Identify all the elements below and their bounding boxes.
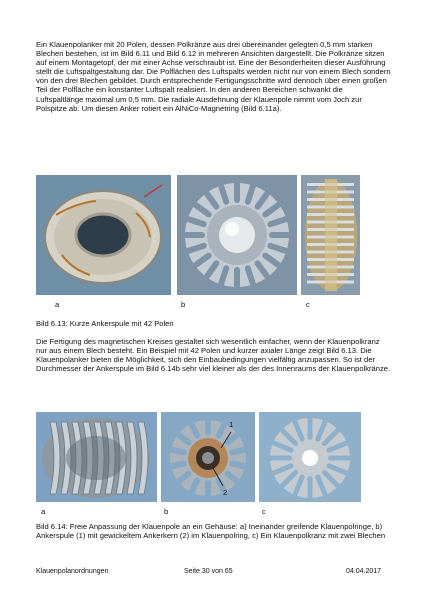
photo-6-13c-side-view — [301, 175, 360, 295]
paragraph-single-sheet: Die Fertigung des magnetischen Kreises gestaltet sich wesentlich einfacher, wenn der Klauenpolkranz nur aus einem Blech besteht. Ein Beispiel mit 42 Polen und kurzer axialer Länge zeigt Bild 6.13. Die Klauenpolanker bieten die Möglichkeit, sich den Einbaubedingungen vielfältig anzupassen. So ist der Durchmesser der Ankerspule im Bild 6.14b sehr viel kleiner als der des Innenraums der Klauenpolkränze. — [36, 337, 391, 374]
photo-6-13a-magnet-ring — [36, 175, 171, 295]
photo-6-14a-interlocking-rings — [36, 412, 157, 502]
paragraph-intro: Ein Klauenpolanker mit 20 Polen, dessen Polkränze aus drei übereinander gelegten 0,5 mm starken Blechen bestehen, ist im Bild 6.11 und Bild 6.12 in mehreren Ansichten dargestellt. Die Polkränze sitzen auf einem Montagetopf, der mit einer Achse verschraubt ist. Eine der Besonderheiten dieser Ausführung stellt die Luftspaltgestaltung dar. Die Polflächen des Luftspalts werden nicht nur von einem Blech sondern von den drei Blechen gebildet. Durch entsprechende Fertigungsschritte wird dennoch über einen großen Teil der Polfläche ein konstanter Luftspalt realisiert. In den anderen Bereichen schwankt die Luftspaltlänge maximal um 0,5 mm. Die radiale Ausdehnung der Klauenpole nimmt vom Joch zur Polspitze ab. Um diesen Anker rotiert ein AlNiCo-Magnetring (Bild 6.11a). — [36, 40, 391, 113]
photo-6-14c-claw-pole-crown — [259, 412, 361, 502]
figure1-label-a: a — [55, 300, 60, 309]
photo-6-13b-claw-pole-ring — [177, 175, 297, 295]
callout-2: 2 — [223, 488, 228, 497]
footer-chapter: Klauenpolanordnungen — [36, 568, 109, 575]
callout-1: 1 — [229, 420, 234, 429]
figure2-label-b: b — [164, 507, 169, 516]
figure1-label-c: c — [306, 300, 310, 309]
footer-date: 04.04.2017 — [346, 568, 382, 575]
footer-page-number: Seite 30 von 65 — [184, 568, 233, 575]
figure1-caption: Bild 6.13: Kurze Ankerspule mit 42 Polen — [36, 319, 174, 328]
photo-6-14b-armature-coil — [161, 412, 255, 502]
figure2-label-c: c — [262, 507, 266, 516]
figure1-label-b: b — [181, 300, 186, 309]
figure2-label-a: a — [41, 507, 46, 516]
figure2-caption: Bild 6.14: Freie Anpassung der Klauenpole an ein Gehäuse: a) Ineinander greifende Klauenpolringe, b) Ankerspule (1) mit gewickeltem Ankerkern (2) im Klauenpolring, c) Ein Klauenpolkranz mit zwei Blechen — [36, 522, 386, 541]
